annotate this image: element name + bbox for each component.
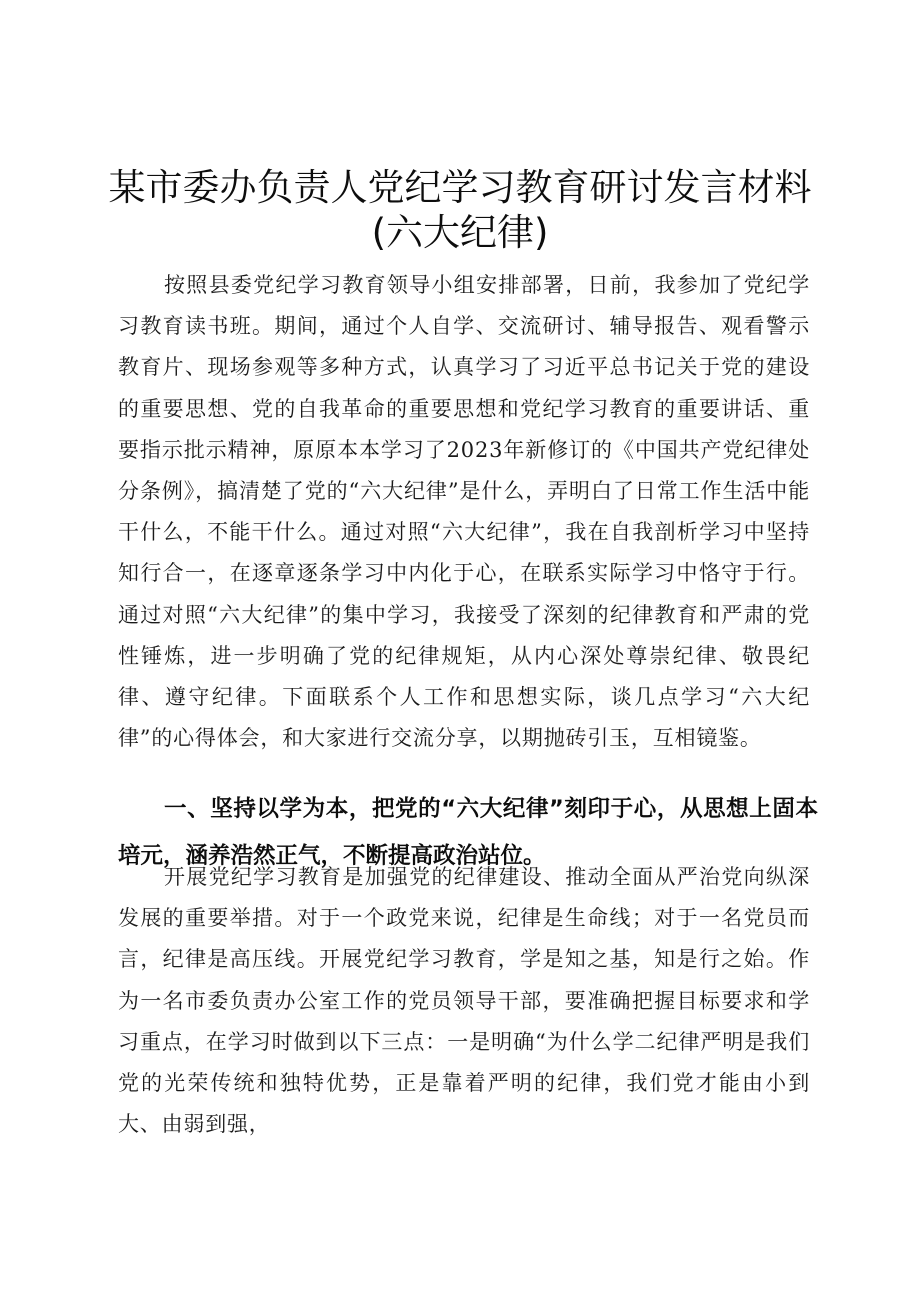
section-1-paragraph: 开展党纪学习教育是加强党的纪律建设、推动全面从严治党向纵深发展的重要举措。对于一个政党来说，纪律是生命线；对于一名党员而言，纪律是高压线。开展党纪学习教育，学是知之基，知是行之始。作为一名市委负责办公室工作的党员领导干部，要准确把握目标要求和学习重点，在学习时做到以下三点：一是明确“为什么学二纪律严明是我们党的光荣传统和独特优势，正是靠着严明的纪律，我们党才能由小到大、由弱到强， xyxy=(118,865,810,1137)
document-subtitle: (六大纪律) xyxy=(371,211,549,254)
section-heading-1: 一、坚持以学为本，把党的“六大纪律”刻印于心，从思想上固本培元，涵养浩然正气，不断提高政治站位。 xyxy=(118,796,818,869)
intro-paragraph: 按照县委党纪学习教育领导小组安排部署，日前，我参加了党纪学习教育读书班。期间，通过个人自学、交流研讨、辅导报告、观看警示教育片、现场参观等多种方式，认真学习了习近平总书记关于党的建设的重要思想、党的自我革命的重要思想和党纪学习教育的重要讲话、重要指示批示精神，原原本本学习了2023年新修订的《中国共产党纪律处分条例》，搞清楚了党的“六大纪律”是什么，弄明白了日常工作生活中能干什么，不能干什么。通过对照“六大纪律”，我在自我剖析学习中坚持知行合一，在逐章逐条学习中内化于心，在联系实际学习中恪守于行。通过对照“六大纪律”的集中学习，我接受了深刻的纪律教育和严肃的党性锤炼，进一步明确了党的纪律规矩，从内心深处尊崇纪律、敬畏纪律、遵守纪律。下面联系个人工作和思想实际，谈几点学习“六大纪律”的心得体会，和大家进行交流分享，以期抛砖引玉，互相镜鉴。 xyxy=(118,273,810,751)
document-title: 某市委办负责人党纪学习教育研讨发言材料 xyxy=(108,166,812,209)
